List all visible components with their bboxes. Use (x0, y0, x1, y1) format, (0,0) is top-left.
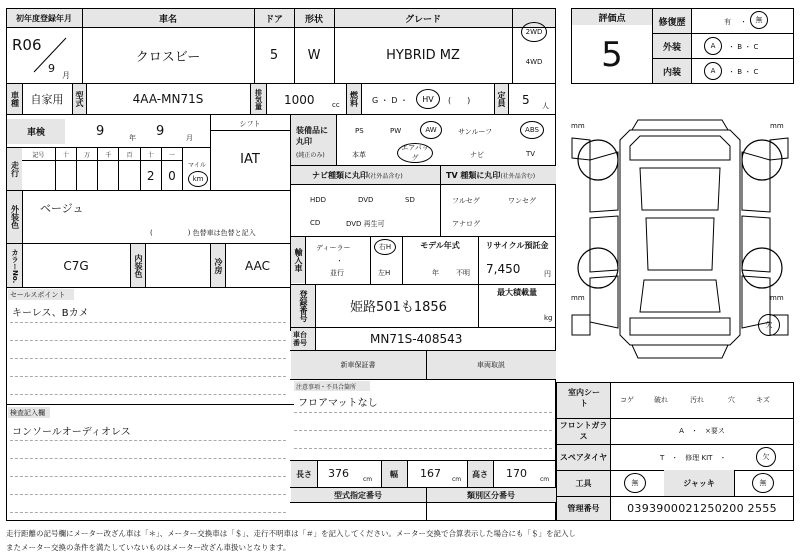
equip-tv: TV (526, 150, 536, 158)
shift-value: IAT (240, 151, 260, 167)
exterior-grade-label: 外装 (662, 42, 681, 53)
shape-label: 形状 (304, 14, 323, 25)
mileage-digit (77, 161, 98, 191)
car-name-label: 車名 (158, 14, 177, 25)
navi-dvd: DVD (358, 196, 374, 204)
diagram-mm-br: mm (770, 294, 784, 302)
equip-aw: AW (420, 121, 442, 139)
type-designation-label: 型式指定番号 (334, 490, 382, 500)
max-load-label: 最大積載量 (497, 287, 537, 297)
inspection-year: 9 (96, 124, 105, 139)
width-value: 167 (420, 467, 441, 480)
first-reg-month: 9 (48, 62, 55, 75)
capacity-label: 定員 (497, 91, 506, 107)
repair-label: 修復歴 (658, 17, 686, 28)
mileage-digit (119, 161, 140, 191)
equip-airbag: エアバッグ (397, 143, 433, 163)
color-no-label: カラーNo. (11, 248, 19, 284)
displacement-label: 排気量 (254, 88, 263, 110)
equipment-label: 装備品に丸印 (296, 126, 328, 146)
spare-tire-options: T ・ 修理 KIT ・ (660, 454, 727, 462)
width-label: 幅 (390, 469, 398, 479)
sales-point-label: セールスポイント (10, 291, 66, 299)
windshield-label: フロントガラス (559, 421, 608, 441)
shape-value: W (307, 47, 321, 63)
jack-selected: 無 (752, 473, 774, 493)
door-label: ドア (265, 14, 283, 25)
capacity-unit: 人 (542, 102, 549, 110)
footer-note-2: またメーター交換の条件を満たしていないものはメーター改ざん車扱いとなります。 (6, 543, 291, 552)
import-parallel: 並行 (330, 269, 344, 277)
exterior-color-value: ベージュ (40, 202, 84, 215)
tools-label: 工具 (575, 478, 592, 488)
equipment-sublabel: (純正のみ) (296, 152, 325, 159)
navi-cd: CD (310, 219, 321, 227)
equip-leather: 本革 (352, 151, 366, 159)
repair-yes: 有 (724, 18, 731, 26)
interior-sheet-label: 室内シート (568, 388, 600, 408)
car-name-value: クロスビー (135, 49, 201, 65)
tv-oneseg: ワンセグ (508, 197, 536, 205)
navi-dvd-play: DVD 再生可 (346, 220, 385, 228)
inspection-month-unit: 月 (186, 134, 193, 142)
management-no-value: 0393900021250200 2555 (627, 502, 777, 515)
exterior-color-note: ( ) 色替車は色替と記入 (150, 229, 256, 237)
aircon-label: 冷房 (214, 258, 223, 274)
displacement-value: 1000 (284, 93, 315, 107)
attention-label: 注意事項・不具合箇所 (296, 384, 357, 391)
use-value: 自家用 (30, 93, 64, 106)
fuel-hv: HV (416, 89, 440, 109)
tv-label: TV 種類に丸印(社外品含む) (446, 171, 536, 180)
chassis-value: MN71S-408543 (370, 332, 463, 346)
diagram-mm-tr: mm (770, 122, 784, 130)
displacement-unit: cc (332, 101, 340, 109)
length-unit: cm (363, 476, 373, 483)
equip-navi: ナビ (470, 151, 484, 159)
inspection-year-unit: 年 (129, 134, 136, 142)
interior-grade-selected: A (704, 62, 722, 80)
rating-label: 評価点 (598, 13, 626, 24)
first-reg-label: 初年度登録年月 (16, 13, 72, 23)
tools-selected: 無 (624, 473, 646, 493)
sheet-burn: コゲ (620, 396, 634, 404)
first-reg-era: R06 (12, 36, 42, 54)
diagram-mm-tl: mm (571, 122, 585, 130)
manual-label: 車両取説 (477, 361, 505, 369)
interior-color-label: 内装色 (134, 254, 143, 278)
spare-tire-label: スペアタイヤ (559, 452, 608, 462)
windshield-options: A ・ ×要ス (679, 427, 725, 435)
model-value: 4AA-MN71S (132, 92, 204, 106)
inspection-month: 9 (156, 124, 165, 139)
equip-ps: PS (355, 127, 364, 135)
attention-text: フロアマットなし (298, 398, 378, 409)
fuel-paren: ( ) (448, 96, 471, 105)
mileage-digit-label: 万 (77, 148, 98, 160)
length-value: 376 (328, 467, 349, 480)
equip-pw: PW (390, 127, 402, 135)
spare-tire-selected: 欠 (756, 447, 776, 467)
management-no-label: 管理番号 (567, 504, 600, 513)
model-label: 型式 (75, 91, 84, 107)
mileage-digit: 2 (141, 161, 162, 191)
warranty-label: 新車保証書 (340, 361, 376, 369)
sheet-tear: 破れ (654, 396, 668, 404)
chassis-label: 車台番号 (293, 331, 307, 347)
category-number-label: 類別区分番号 (467, 490, 515, 500)
tv-analog: アナログ (452, 220, 480, 228)
mileage-digit (22, 161, 56, 191)
mileage-digit (56, 161, 77, 191)
jack-label: ジャッキ (664, 470, 734, 496)
mileage-digit (98, 161, 119, 191)
height-unit: cm (540, 476, 550, 483)
fuel-options: G ・ D ・ (372, 96, 408, 105)
exterior-grade-selected: A (704, 37, 722, 55)
mileage-digit-label: 十 (56, 148, 77, 160)
repair-no: 無 (750, 11, 768, 29)
inspector-notes-text: コンソールオーディオレス (12, 427, 131, 438)
diagram-mm-bl: mm (571, 294, 585, 302)
registration-value: 姫路501も1856 (350, 300, 447, 315)
capacity-value: 5 (522, 93, 530, 107)
length-label: 長さ (296, 469, 312, 479)
model-year-unknown: 不明 (456, 269, 470, 277)
diagram-missing-mark: 欠 (758, 314, 780, 336)
mileage-grid (22, 148, 182, 190)
mileage-digit-label: 百 (119, 148, 140, 160)
max-load-unit: kg (544, 314, 553, 322)
fuel-label: 燃料 (349, 91, 359, 107)
grade-value: HYBRID MZ (386, 47, 460, 63)
grade-label: グレード (404, 14, 441, 25)
rating-score: 5 (601, 35, 623, 75)
mileage-digit: 0 (168, 169, 176, 183)
recycle-unit: 円 (544, 270, 551, 278)
sheet-stain: 汚れ (690, 396, 704, 404)
sheet-hole: 穴 (728, 396, 735, 404)
drive-2wd: 2WD (521, 22, 547, 42)
color-no-value: C7G (63, 258, 89, 273)
registration-label: 登録番号 (299, 290, 308, 322)
height-value: 170 (506, 467, 527, 480)
tv-fullseg: フルセグ (452, 197, 480, 205)
mile-label: マイル (188, 162, 206, 169)
equip-sunroof: サンルーフ (458, 128, 493, 136)
navi-hdd: HDD (310, 196, 327, 204)
repair-dot: ・ (740, 18, 747, 26)
door-value: 5 (269, 47, 279, 63)
first-reg-month-unit: 月 (62, 71, 70, 80)
height-label: 高さ (472, 469, 488, 479)
interior-color-value (145, 244, 210, 287)
mileage-digit-label: 一 (168, 151, 175, 159)
exterior-grade-rest: ・ B ・ C (728, 43, 759, 51)
import-right: 右H (374, 239, 396, 255)
import-dealer: ディーラー (316, 244, 351, 252)
import-left: 左H (378, 269, 391, 277)
recycle-label: リサイクル預託金 (485, 240, 549, 250)
inspector-notes-label: 検査記入欄 (10, 409, 45, 417)
use-label: 車種 (10, 91, 20, 107)
import-dot: ・ (336, 257, 343, 265)
equip-abs: ABS (520, 121, 544, 139)
drive-4wd: 4WD (525, 58, 543, 66)
shift-label: シフト (239, 120, 261, 128)
recycle-value: 7,450 (486, 262, 521, 276)
import-label: 輸入車 (294, 248, 303, 272)
mileage-digit-label: 千 (98, 148, 119, 160)
interior-grade-label: 内装 (662, 67, 681, 78)
sales-point-text: キーレス、Bカメ (12, 308, 89, 319)
width-unit: cm (452, 476, 462, 483)
interior-grade-rest: ・ B ・ C (728, 68, 759, 76)
mileage-digit-label: 十 (141, 148, 162, 160)
mileage-label: 走行 (10, 161, 20, 177)
mileage-digit-label: 記号 (22, 148, 56, 160)
exterior-color-label: 外装色 (10, 205, 20, 229)
sheet-scratch: キズ (756, 396, 770, 404)
navi-label: ナビ種類に丸印(社外品含む) (312, 171, 403, 180)
model-year-label: モデル年式 (420, 240, 460, 250)
navi-sd: SD (405, 196, 415, 204)
inspection-label: 車検 (26, 128, 45, 138)
km-label: km (188, 171, 208, 187)
model-year-unit: 年 (432, 269, 439, 277)
footer-note-1: 走行距離の記号欄にメーター改ざん車は「＊」、メーター交換車は「＄」、走行不明車は「＃」を記入してください。メーター交換で合算表示した場合にも「＄」を記入し (6, 529, 576, 538)
aircon-value: AAC (245, 258, 270, 273)
